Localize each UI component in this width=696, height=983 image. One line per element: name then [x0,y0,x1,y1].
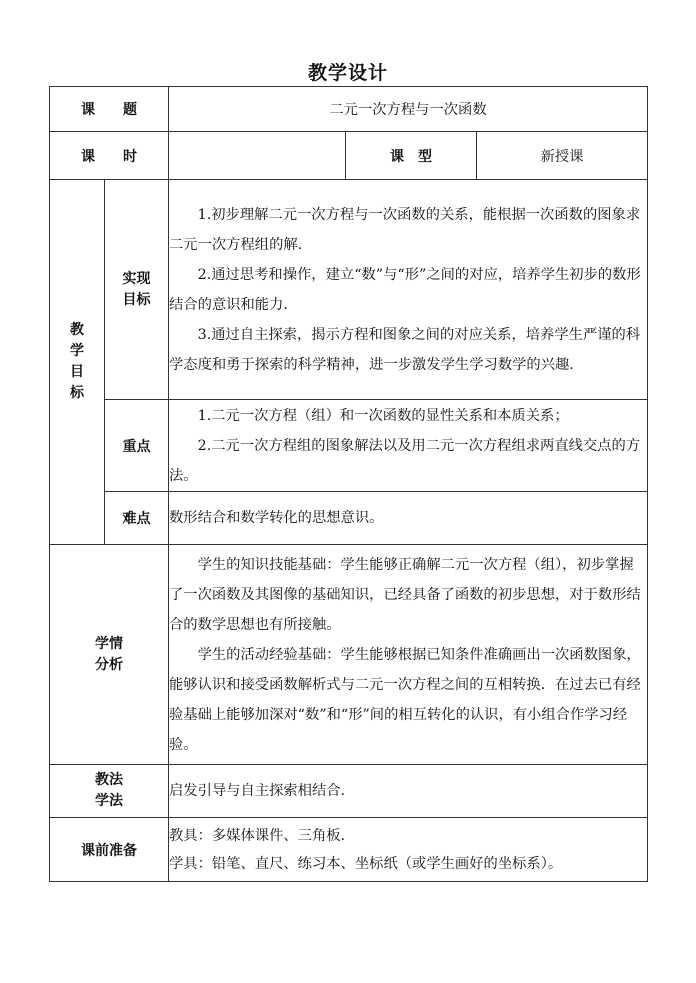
period-value [169,132,346,180]
achieve-row [50,180,648,400]
analysis-item: 学生的活动经验基础：学生能够根据已知条件准确画出一次函数图象，能够认识和接受函数解析式与二元一次方程之间的互相转换．在过去已有经验基础上能够加深对“数”和“形”间的相互转化的认识，有小组合作学习经验。 [169,646,641,753]
topic-row [50,87,648,132]
achieve-label: 实现 目标 [105,180,169,400]
analysis-item: 学生的知识技能基础：学生能够正确解二元一次方程（组），初步掌握了一次函数及其图像的基础知识，已经具备了函数的初步思想，对于数形结合的数学思想也有所接触。 [169,556,641,633]
period-label: 课 时 [50,132,169,180]
difficult-text: 数形结合和数学转化的思想意识。 [169,510,384,526]
lesson-type-value: 新授课 [477,132,648,180]
key-item: 1.二元一次方程（组）和一次函数的显性关系和本质关系； [197,407,569,424]
objectives-label: 教 学 目 标 [50,180,105,545]
achieve-item: 2.通过思考和操作，建立“数”与“形”之间的对应，培养学生初步的数形结合的意识和能力. [169,266,641,313]
teacher-tools: 教具：多媒体课件、三角板. [169,827,346,844]
preparation-row [50,818,648,882]
student-tools: 学具：铅笔、直尺、练习本、坐标纸（或学生画好的坐标系）。 [169,855,563,872]
analysis-content [169,545,648,765]
key-row [50,400,648,492]
achieve-item: 3.通过自主探索，揭示方程和图象之间的对应关系，培养学生严谨的科学态度和勇于探索的科学精神，进一步激发学生学习数学的兴趣. [169,326,641,373]
method-content [169,765,648,818]
preparation-content [169,818,648,882]
method-text: 启发引导与自主探索相结合. [169,783,346,799]
topic-label: 课 题 [50,87,169,132]
key-item: 2.二元一次方程组的图象解法以及用二元一次方程组求两直线交点的方法。 [169,437,641,484]
period-row [50,132,648,180]
analysis-row [50,545,648,765]
page-title: 教学设计 [307,62,388,84]
lesson-design-table [49,86,648,882]
key-content [169,400,648,492]
method-label: 教法 学法 [50,765,169,818]
lesson-type-label: 课 型 [346,132,477,180]
difficult-content [169,492,648,545]
difficult-label: 难点 [105,492,169,545]
achieve-content [169,180,648,400]
preparation-label: 课前准备 [50,818,169,882]
topic-value: 二元一次方程与一次函数 [169,87,648,132]
key-label: 重点 [105,400,169,492]
analysis-label: 学情 分析 [50,545,169,765]
difficult-row [50,492,648,545]
method-row [50,765,648,818]
achieve-item: 1.初步理解二元一次方程与一次函数的关系，能根据一次函数的图象求二元一次方程组的解. [169,206,641,253]
